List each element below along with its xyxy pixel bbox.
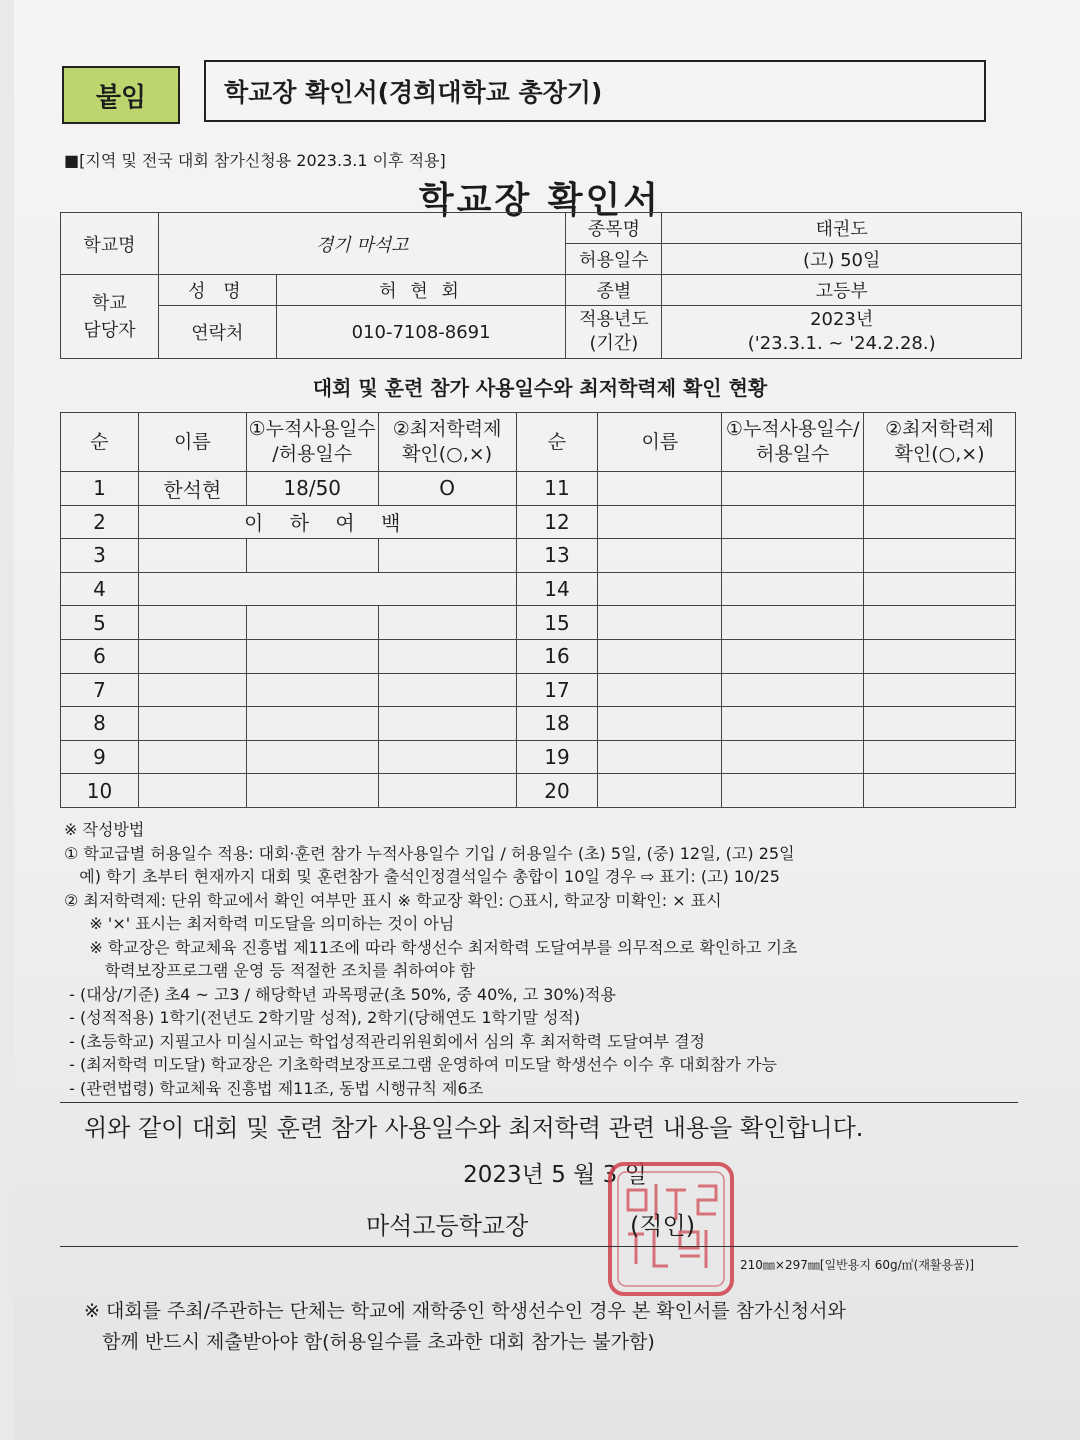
period-value: 2023년 ('23.3.1. ~ '24.2.28.) <box>662 306 1022 359</box>
allowed-days-label: 허용일수 <box>566 244 662 275</box>
row-check <box>378 740 516 774</box>
row-days-2 <box>722 707 864 741</box>
row-name <box>138 707 246 741</box>
row-days-2 <box>722 472 864 506</box>
period-label: 적용년도 (기간) <box>566 306 662 359</box>
method-line: 예) 학기 초부터 현재까지 대회 및 훈련참가 출석인정결석일수 총합이 10일 경우 ⇨ 표기: (고) 10/25 <box>64 867 780 886</box>
info-table <box>60 212 1022 359</box>
contact-label: 연락처 <box>158 306 276 359</box>
row-days-2 <box>722 572 864 606</box>
row-days-2 <box>722 774 864 808</box>
row-check <box>378 707 516 741</box>
table-row <box>61 606 1016 640</box>
school-label: 학교명 <box>61 213 159 275</box>
row-name <box>138 539 246 573</box>
usage-table <box>60 412 1016 808</box>
row-days-2 <box>722 740 864 774</box>
method-line: - (성적적용) 1학기(전년도 2학기말 성적), 2학기(당해연도 1학기말 성적) <box>64 1008 581 1027</box>
division-value: 고등부 <box>662 275 1022 306</box>
row-name-2 <box>598 539 722 573</box>
attachment-tag: 붙임 <box>62 66 180 124</box>
table-row <box>61 673 1016 707</box>
manager-label: 학교 담당자 <box>61 275 159 359</box>
method-line: - (최저학력 미도달) 학교장은 기초학력보장프로그램 운영하여 미도달 학생선수 이수 후 대회참가 가능 <box>64 1055 777 1074</box>
row-no-2: 18 <box>516 707 598 741</box>
method-line: ※ 학교장은 학교체육 진흥법 제11조에 따라 학생선수 최저학력 도달여부를 의무적으로 확인하고 기초 <box>64 937 798 957</box>
row-check-2 <box>864 539 1016 573</box>
row-days: 18/50 <box>246 472 378 506</box>
row-name <box>138 639 246 673</box>
row-merged-note: 이 하 여 백 <box>138 505 516 539</box>
header-check-2: ②최저학력제 확인(○,×) <box>864 413 1016 472</box>
header-name-2: 이름 <box>598 413 722 472</box>
row-days <box>246 740 378 774</box>
table-row <box>61 774 1016 808</box>
row-check-2 <box>864 774 1016 808</box>
row-days <box>246 539 378 573</box>
table-row <box>61 639 1016 673</box>
row-check-2 <box>864 472 1016 506</box>
row-no-2: 19 <box>516 740 598 774</box>
signer: 마석고등학교장 <box>366 1212 529 1240</box>
row-name-2 <box>598 639 722 673</box>
row-name: 한석현 <box>138 472 246 506</box>
row-name-2 <box>598 673 722 707</box>
row-no-2: 16 <box>516 639 598 673</box>
row-check-2 <box>864 572 1016 606</box>
row-no-2: 20 <box>516 774 598 808</box>
method-line: 학력보장프로그램 운영 등 적절한 조치를 취하여야 함 <box>64 961 476 980</box>
row-name <box>138 774 246 808</box>
row-no: 10 <box>61 774 139 808</box>
row-days-2 <box>722 639 864 673</box>
method-line: ② 최저학력제: 단위 학교에서 확인 여부만 표시 ※ 학교장 확인: ○표시, 학교장 미확인: × 표시 <box>64 890 722 910</box>
row-name <box>138 673 246 707</box>
method-line: ※ 작성방법 <box>64 820 145 839</box>
row-days-2 <box>722 673 864 707</box>
event-value: 태권도 <box>662 213 1022 244</box>
row-name-2 <box>598 740 722 774</box>
page-title: 학교장 확인서 <box>418 180 662 221</box>
row-check <box>378 774 516 808</box>
footer-note <box>84 1296 846 1358</box>
method-line: - (대상/기준) 초4 ~ 고3 / 해당학년 과목평균(초 50%, 중 40%, 고 30%)적용 <box>64 984 616 1004</box>
header-no: 순 <box>61 413 139 472</box>
header-days-2: ①누적사용일수/ 허용일수 <box>722 413 864 472</box>
table-row <box>61 740 1016 774</box>
row-no-2: 17 <box>516 673 598 707</box>
issue-date: 2023년 5 월 3 일 <box>463 1162 647 1188</box>
row-days-2 <box>722 539 864 573</box>
section-title: 대회 및 훈련 참가 사용일수와 최저학력제 확인 현황 <box>312 376 768 400</box>
table-row <box>61 572 1016 606</box>
divider <box>60 1102 1018 1103</box>
method-line: - (관련법령) 학교체육 진흥법 제11조, 동법 시행규칙 제6조 <box>64 1078 484 1098</box>
row-name <box>138 740 246 774</box>
row-name-2 <box>598 572 722 606</box>
row-no: 3 <box>61 539 139 573</box>
paper-spec: 210㎜×297㎜[일반용지 60g/㎡(재활용품)] <box>740 1258 975 1272</box>
header-name: 이름 <box>138 413 246 472</box>
row-name-2 <box>598 707 722 741</box>
row-no-2: 13 <box>516 539 598 573</box>
row-name-2 <box>598 472 722 506</box>
row-name <box>138 606 246 640</box>
row-no: 7 <box>61 673 139 707</box>
row-days-2 <box>722 606 864 640</box>
table-header-row <box>61 413 1016 472</box>
row-check <box>378 606 516 640</box>
row-no: 8 <box>61 707 139 741</box>
row-no: 9 <box>61 740 139 774</box>
table-row <box>61 539 1016 573</box>
row-check: O <box>378 472 516 506</box>
row-days-2 <box>722 505 864 539</box>
header-check: ②최저학력제 확인(○,×) <box>378 413 516 472</box>
table-row <box>61 472 1016 506</box>
allowed-days-value: (고) 50일 <box>662 244 1022 275</box>
method-line: ① 학교급별 허용일수 적용: 대회·훈련 참가 누적사용일수 기입 / 허용일수 (초) 5일, (중) 12일, (고) 25일 <box>64 843 795 863</box>
row-no-2: 12 <box>516 505 598 539</box>
confirm-statement: 위와 같이 대회 및 훈련 참가 사용일수와 최저학력 관련 내용을 확인합니다. <box>84 1114 864 1142</box>
row-name-2 <box>598 505 722 539</box>
application-note: ■[지역 및 전국 대회 참가신청용 2023.3.1 이후 적용] <box>64 151 446 170</box>
name-value: 허 현 회 <box>276 275 566 306</box>
table-row <box>61 707 1016 741</box>
event-label: 종목명 <box>566 213 662 244</box>
row-days <box>246 774 378 808</box>
row-check-2 <box>864 606 1016 640</box>
row-check <box>378 539 516 573</box>
row-no: 2 <box>61 505 139 539</box>
row-check-2 <box>864 673 1016 707</box>
row-check <box>378 639 516 673</box>
method-line: ※ '×' 표시는 최저학력 미도달을 의미하는 것이 아님 <box>64 914 455 933</box>
name-label: 성 명 <box>158 275 276 306</box>
row-no: 1 <box>61 472 139 506</box>
row-check-2 <box>864 740 1016 774</box>
row-no-2: 11 <box>516 472 598 506</box>
row-name-2 <box>598 774 722 808</box>
divider <box>60 1246 1018 1247</box>
row-no: 5 <box>61 606 139 640</box>
contact-value: 010-7108-8691 <box>276 306 566 359</box>
row-name-2 <box>598 606 722 640</box>
row-days <box>246 707 378 741</box>
row-no-2: 15 <box>516 606 598 640</box>
row-no: 6 <box>61 639 139 673</box>
division-label: 종별 <box>566 275 662 306</box>
row-no-2: 14 <box>516 572 598 606</box>
row-days <box>246 639 378 673</box>
method-line: - (초등학교) 지필고사 미실시교는 학업성적관리위원회에서 심의 후 최저학력 도달여부 결정 <box>64 1031 705 1051</box>
row-days <box>246 606 378 640</box>
school-value: 경기 마석고 <box>158 213 566 275</box>
seal-label: (직인) <box>630 1212 696 1240</box>
row-check-2 <box>864 505 1016 539</box>
header-days: ①누적사용일수 /허용일수 <box>246 413 378 472</box>
row-check-2 <box>864 639 1016 673</box>
attachment-title: 학교장 확인서(경희대학교 총장기) <box>204 60 986 122</box>
table-row <box>61 505 1016 539</box>
row-check <box>378 673 516 707</box>
footer-line: 함께 반드시 제출받아야 함(허용일수를 초과한 대회 참가는 불가함) <box>84 1331 655 1353</box>
header-no-2: 순 <box>516 413 598 472</box>
row-no: 4 <box>61 572 139 606</box>
row-days <box>246 673 378 707</box>
row-merged-empty <box>138 572 516 606</box>
writing-methods <box>64 818 1024 1100</box>
row-check-2 <box>864 707 1016 741</box>
footer-line: ※ 대회를 주최/주관하는 단체는 학교에 재학중인 학생선수인 경우 본 확인서를 참가신청서와 <box>84 1300 846 1322</box>
